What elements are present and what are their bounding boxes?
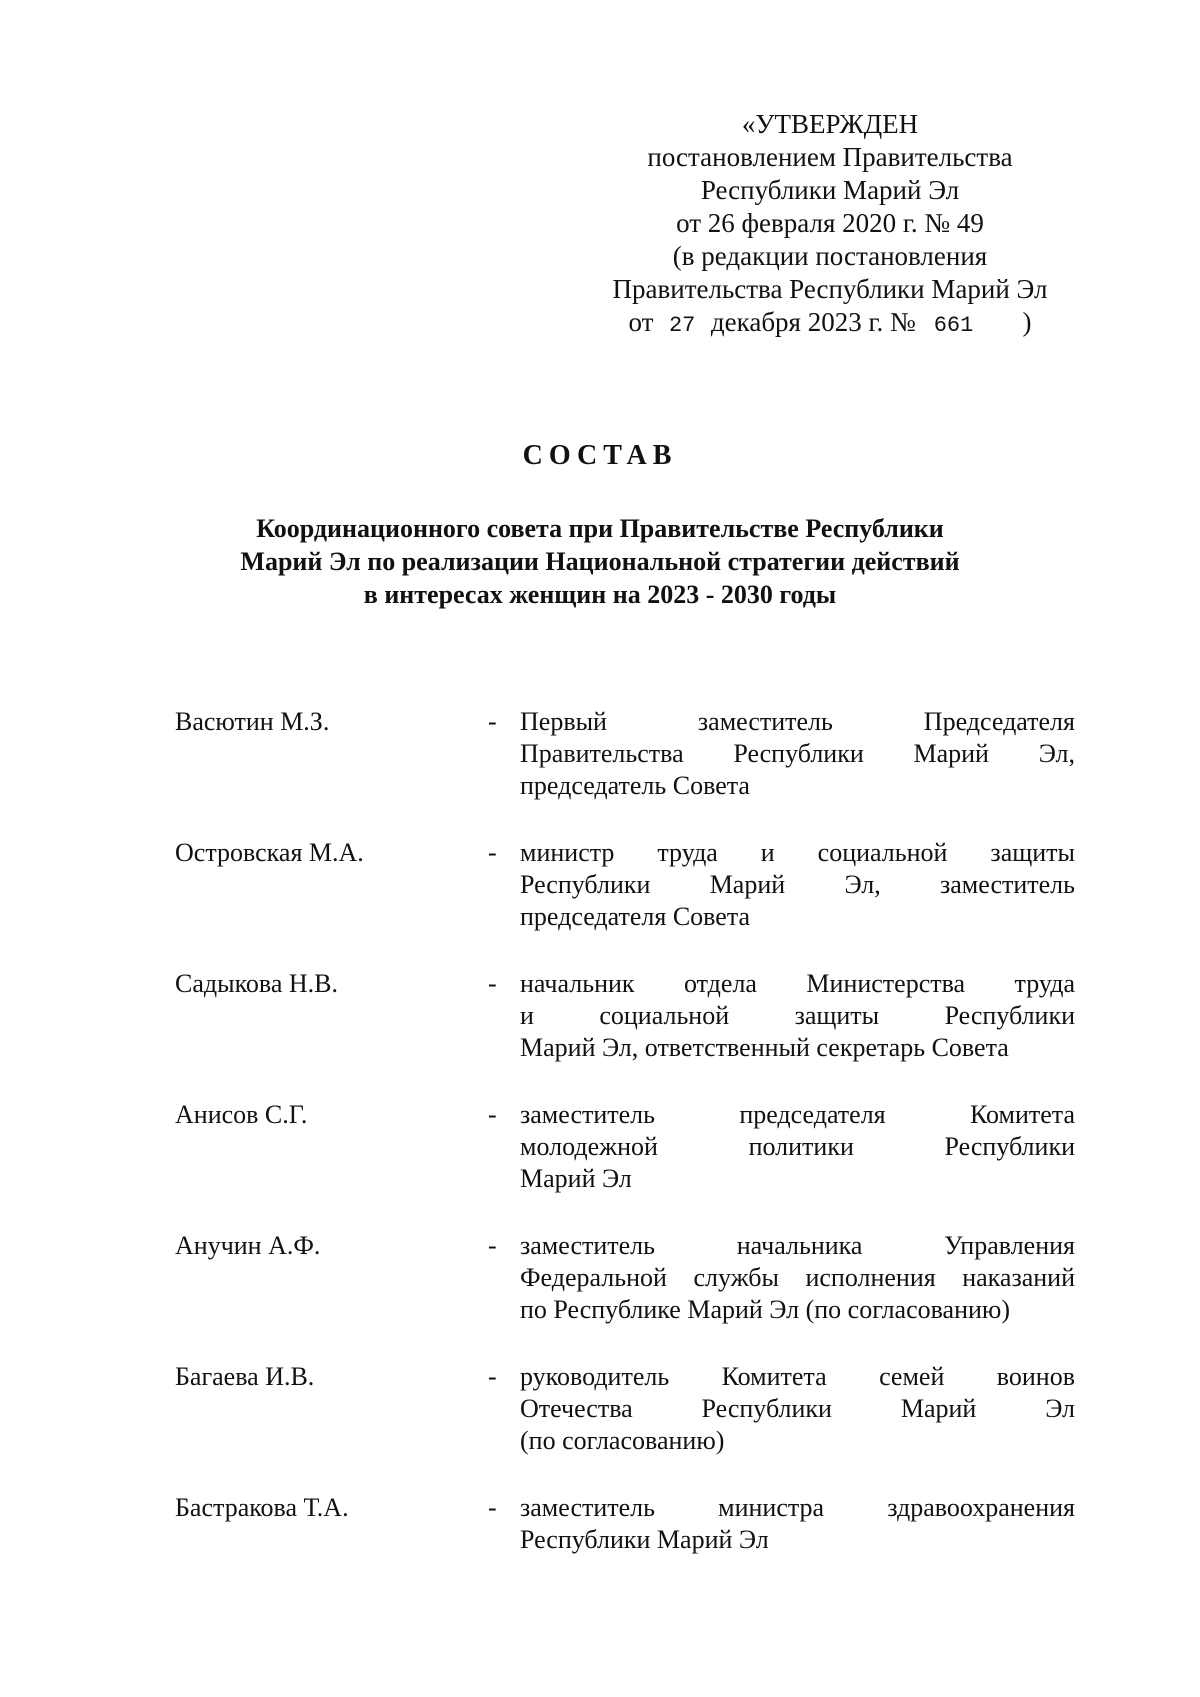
member-dash: -	[488, 969, 497, 998]
member-role-line: заместитель министра здравоохранения	[520, 1493, 1075, 1522]
document-title: СОСТАВ	[522, 440, 678, 471]
approval-line-3: Республики Марий Эл	[700, 175, 960, 205]
member-entry	[175, 1492, 1075, 1623]
member-role-line: Республики Марий Эл	[520, 1525, 769, 1554]
member-role-line: Правительства Республики Марий Эл,	[520, 739, 1075, 768]
approval-line-1: «УТВЕРЖДЕН	[741, 109, 919, 139]
members-list	[175, 706, 1075, 1623]
member-role-line: и социальной защиты Республики	[520, 1001, 1075, 1030]
member-role	[520, 1492, 1075, 1556]
member-role-line: (по согласованию)	[520, 1426, 725, 1455]
member-dash: -	[488, 1493, 497, 1522]
member-entry	[175, 1230, 1075, 1361]
member-role	[520, 1099, 1075, 1195]
member-entry	[175, 1361, 1075, 1492]
member-role-line: министр труда и социальной защиты	[520, 838, 1075, 867]
member-role-line: Отечества Республики Марий Эл	[520, 1394, 1075, 1423]
member-role-line: молодежной политики Республики	[520, 1132, 1075, 1161]
member-entry	[175, 1099, 1075, 1230]
member-role-line: Первый заместитель Председателя	[520, 707, 1075, 736]
approval-stamp-block	[580, 108, 1080, 342]
approval-line-7	[580, 306, 1080, 342]
member-role	[520, 1361, 1075, 1457]
member-role	[520, 1230, 1075, 1326]
member-dash: -	[488, 1231, 497, 1260]
subtitle-line-1: Координационного совета при Правительстве Республики	[256, 514, 944, 543]
member-dash: -	[488, 707, 497, 736]
member-dash: -	[488, 838, 497, 867]
member-name: Бастракова Т.А.	[175, 1493, 349, 1522]
member-role-line: председателя Совета	[520, 902, 751, 931]
approval-line-7-mid: декабря 2023 г. №	[710, 307, 916, 337]
member-role-line: Республики Марий Эл, заместитель	[520, 870, 1075, 899]
member-role-line: по Республике Марий Эл (по согласованию)	[520, 1295, 1011, 1324]
member-dash: -	[488, 1100, 497, 1129]
member-name: Садыкова Н.В.	[175, 969, 338, 998]
member-role-line: председатель Совета	[520, 771, 750, 800]
subtitle-line-3: в интересах женщин на 2023 - 2030 годы	[363, 580, 837, 609]
subtitle-line-2: Марий Эл по реализации Национальной стратегии действий	[240, 547, 960, 576]
member-name: Багаева И.В.	[175, 1362, 315, 1391]
member-role-line: заместитель председателя Комитета	[520, 1100, 1075, 1129]
amendment-day: 27	[668, 313, 696, 338]
member-name: Анучин А.Ф.	[175, 1231, 321, 1260]
approval-line-5: (в редакции постановления	[672, 241, 988, 271]
member-role	[520, 706, 1075, 802]
approval-line-6: Правительства Республики Марий Эл	[612, 274, 1048, 304]
member-role-line: руководитель Комитета семей воинов	[520, 1362, 1075, 1391]
member-role	[520, 968, 1075, 1064]
approval-line-7-suffix: )	[1022, 307, 1032, 337]
member-entry	[175, 968, 1075, 1099]
member-role-line: Марий Эл	[520, 1164, 632, 1193]
member-name: Анисов С.Г.	[175, 1100, 308, 1129]
member-role-line: заместитель начальника Управления	[520, 1231, 1075, 1260]
member-entry	[175, 837, 1075, 968]
member-role	[520, 837, 1075, 933]
member-role-line: Марий Эл, ответственный секретарь Совета	[520, 1033, 1009, 1062]
approval-line-4: от 26 февраля 2020 г. № 49	[676, 208, 984, 238]
member-role-line: Федеральной службы исполнения наказаний	[520, 1263, 1075, 1292]
amendment-number: 661	[933, 313, 974, 338]
member-name: Островская М.А.	[175, 838, 364, 867]
approval-line-2: постановлением Правительства	[647, 142, 1013, 172]
member-entry	[175, 706, 1075, 837]
document-subtitle	[180, 512, 1020, 611]
member-dash: -	[488, 1362, 497, 1391]
approval-line-7-prefix: от	[628, 307, 654, 337]
member-role-line: начальник отдела Министерства труда	[520, 969, 1075, 998]
member-name: Васютин М.З.	[175, 707, 330, 736]
